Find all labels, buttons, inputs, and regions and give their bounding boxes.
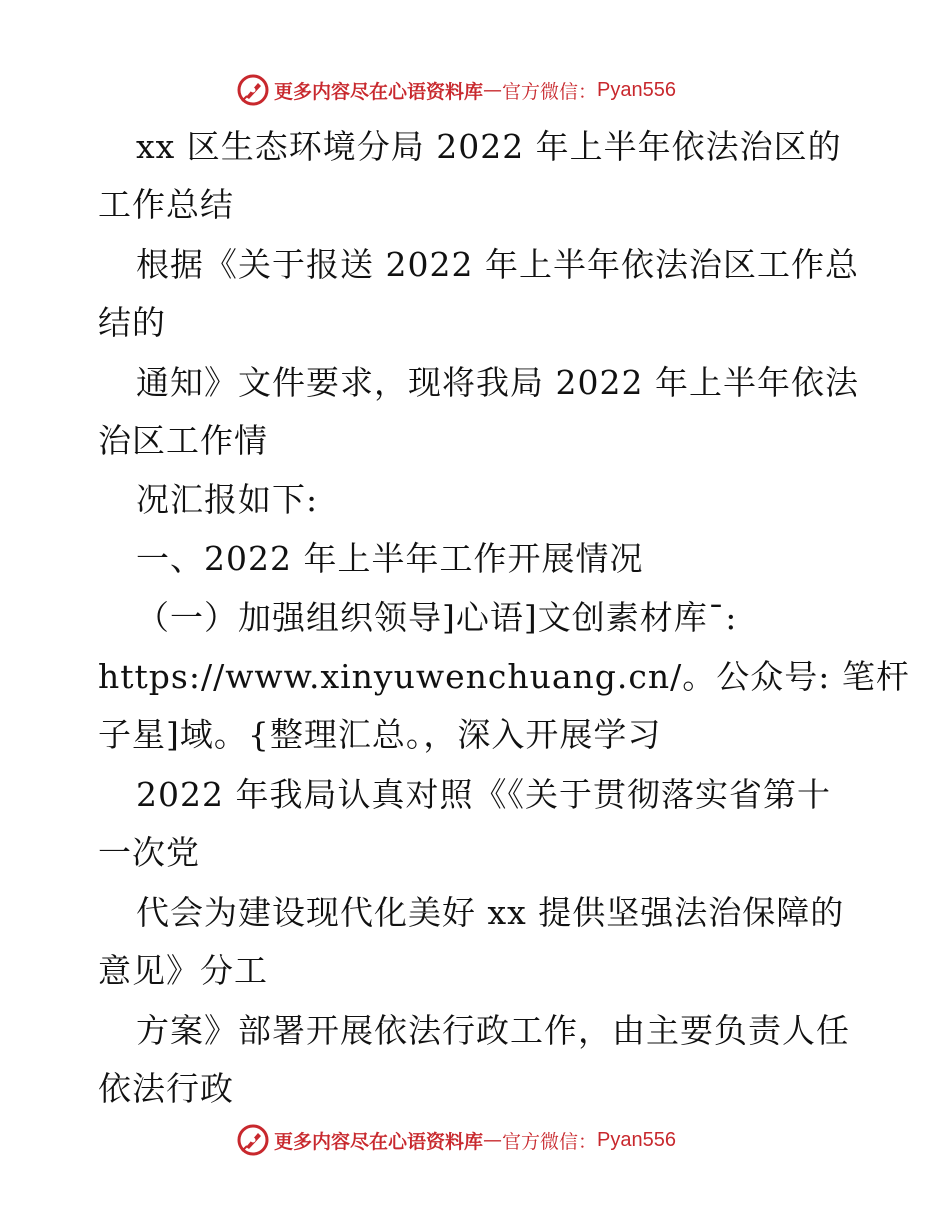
- watermark-separator: —: [483, 79, 503, 101]
- doc-paragraph-line: 治区工作情: [98, 421, 268, 460]
- watermark-sub-text: 官方微信：: [502, 1130, 598, 1153]
- watermark-wechat-id: Pyan556: [597, 78, 676, 101]
- doc-title-line-1: xx 区生态环境分局 2022 年上半年依法治区的: [136, 127, 842, 166]
- doc-paragraph-line: 2022 年我局认真对照《《关于贯彻落实省第十: [136, 775, 831, 814]
- pen-nib-logo-icon: [236, 1123, 270, 1157]
- doc-paragraph-line: 子星]域。{整理汇总。，深入开展学习: [98, 715, 662, 754]
- doc-section-heading: 一、2022 年上半年工作开展情况: [136, 539, 644, 578]
- doc-paragraph-line: 通知》文件要求，现将我局 2022 年上半年依法: [136, 363, 859, 402]
- doc-paragraph-line: 方案》部署开展依法行政工作，由主要负责人任: [136, 1011, 850, 1050]
- doc-paragraph-line: 结的: [98, 303, 166, 342]
- doc-paragraph-line: 代会为建设现代化美好 xx 提供坚强法治保障的: [136, 893, 845, 932]
- watermark-sub-text: 官方微信：: [502, 80, 598, 103]
- watermark-main-text: 更多内容尽在心语资料库: [274, 1130, 484, 1153]
- doc-title-line-2: 工作总结: [98, 185, 234, 224]
- doc-paragraph-line: 一次党: [98, 833, 200, 872]
- doc-paragraph-line: 根据《关于报送 2022 年上半年依法治区工作总: [136, 245, 859, 284]
- doc-paragraph-line: https://www.xinyuwenchuang.cn/。公众号: 笔杆: [98, 657, 910, 696]
- doc-subsection-heading: （一）加强组织领导]心语]文创素材库¯:: [136, 598, 738, 637]
- watermark-wechat-id: Pyan556: [597, 1128, 676, 1151]
- doc-paragraph-line: 况汇报如下:: [136, 480, 319, 519]
- doc-paragraph-line: 意见》分工: [98, 951, 268, 990]
- watermark-header: [236, 72, 676, 108]
- watermark-main-text: 更多内容尽在心语资料库: [274, 80, 484, 103]
- doc-paragraph-line: 依法行政: [98, 1069, 234, 1108]
- watermark-separator: —: [483, 1129, 503, 1151]
- watermark-footer: [236, 1122, 676, 1158]
- pen-nib-logo-icon: [236, 73, 270, 107]
